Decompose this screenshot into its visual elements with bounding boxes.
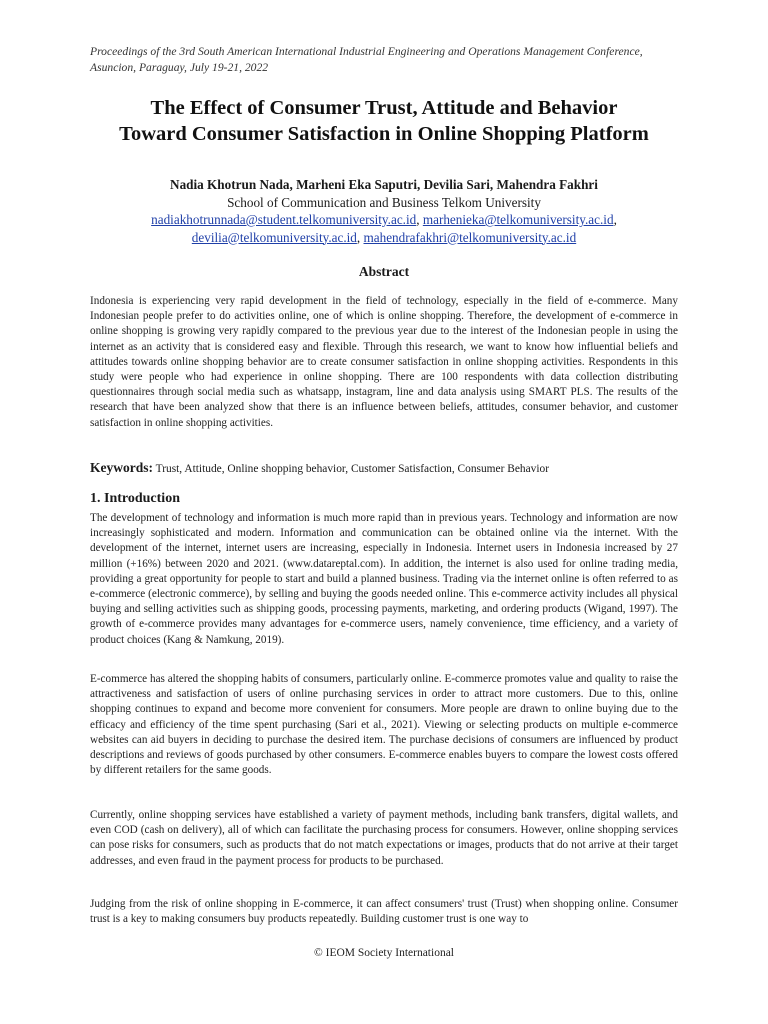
intro-paragraph-4 [90, 897, 678, 927]
section-heading: 1. Introduction [90, 491, 180, 506]
page-footer: © IEOM Society International [314, 947, 454, 959]
author-block [40, 176, 728, 246]
abstract-heading: Abstract [358, 264, 410, 279]
email-link[interactable]: mahendrafakhri@telkomuniversity.ac.id [363, 229, 577, 245]
keywords [90, 460, 690, 477]
keywords-label: Keywords: [90, 460, 153, 475]
author-names: Nadia Khotrun Nada, Marheni Eka Saputri, Devilia Sari, Mahendra Fakhri [170, 177, 598, 192]
abstract-text: Indonesia is experiencing very rapid development in the field of technology, especially in the field of e-commerce. Many Indonesian people prefer to do activities online, one of which is online shopping. Therefore, the development of e-commerce in online shopping is growing very rapidly compared to the previous year due to the interest of the Indonesian people in using the internet as an activity that is considered easy and flexible. Through this research, we want to know how influential beliefs and attitudes towards online shopping behavior are to create consumer satisfaction in online shopping activities. Respondents in this study were people who had experience in online shopping. There are 100 respondents with data collection distributing questionnaires through social media such as whatsapp, instagram, line and data analysis using SMART PLS. The results of the research that have been analyzed show that there is an influence between beliefs, attitudes, consumer behavior, and customer satisfaction in online shopping activities. [90, 295, 678, 429]
email-link[interactable]: nadiakhotrunnada@student.telkomuniversity.ac.id [151, 212, 417, 227]
paper-title [60, 95, 708, 147]
title-line-2: Toward Consumer Satisfaction in Online Shopping Platform [119, 123, 649, 145]
intro-paragraph-3 [90, 808, 678, 869]
intro-paragraph-1 [90, 511, 678, 648]
email-link[interactable]: marhenieka@telkomuniversity.ac.id [422, 212, 614, 227]
email-line-1: nadiakhotrunnada@student.telkomuniversity.ac.id, marhenieka@telkomuniversity.ac.id, [151, 212, 617, 227]
paragraph-text: Currently, online shopping services have established a variety of payment methods, including bank transfers, digital wallets, and even COD (cash on delivery), all of which can facilitate the purchasing process for consumers. However, online shopping services can pose risks for consumers, such as products that do not match expectations or images, products that do not arrive at their target addresses, and even fraud in the payment process for products to be purchased. [90, 809, 678, 867]
affiliation: School of Communication and Business Telkom University [227, 194, 541, 210]
intro-paragraph-2 [90, 672, 678, 778]
proceedings-header: Proceedings of the 3rd South American International Industrial Engineering and Operations Management Conference, Asuncion, Paraguay, July 19-21, 2022 [90, 45, 643, 74]
paragraph-text: E-commerce has altered the shopping habits of consumers, particularly online. E-commerce promotes value and quality to raise the attractiveness and satisfaction of users of online purchasing services in order to attract more customers. Due to this, online shopping continues to expand and become more convenient for consumers. More people are drawn to online buying due to the efficacy and efficiency of the time spent purchasing (Sari et al., 2021). Viewing or selecting products on multiple e-commerce websites can aid buyers in deciding to purchase the desired item. The purchase decisions of consumers are influenced by product descriptions and reviews of goods purchased by other consumers. E-commerce enables buyers to compare the lowest costs offered by different retailers for the same goods. [90, 673, 678, 777]
title-line-1: The Effect of Consumer Trust, Attitude and Behavior [150, 97, 618, 119]
keywords-list: Trust, Attitude, Online shopping behavior, Customer Satisfaction, Consumer Behavior [155, 463, 549, 475]
abstract-body [90, 294, 678, 431]
paragraph-text: The development of technology and information is much more rapid than in previous years. Technology and information are now increasingly sophisticated and modern. Information and communication can be obtained online via the internet. With the development of the internet, internet users are increasing, especially in Indonesia. Internet users in Indonesia increased by 27 million (+16%) between 2020 and 2021. (www.datareptal.com). In addition, the internet is also used for online trading media, providing a great opportunity for people to start and build a planned business. Trading via the internet online is often referred to as e-commerce (electronic commerce), by selling and buying the goods needed online. This e-commerce activity includes all physical buying and selling activities such as shipping goods, processing payments, marketing, and ordering products (Wigand, 1997). The growth of e-commerce provides many advantages for e-commerce users, namely convenience, time efficiency, and a variety of product choices (Kang & Namkung, 2019). [90, 512, 678, 646]
paragraph-text: Judging from the risk of online shopping in E-commerce, it can affect consumers' trust (Trust) when shopping online. Consumer trust is a key to making consumers buy products repeatedly. Building customer trust is one way to [90, 898, 678, 926]
email-link[interactable]: devilia@telkomuniversity.ac.id [191, 229, 357, 245]
email-line-2: devilia@telkomuniversity.ac.id, mahendrafakhri@telkomuniversity.ac.id [191, 229, 577, 245]
